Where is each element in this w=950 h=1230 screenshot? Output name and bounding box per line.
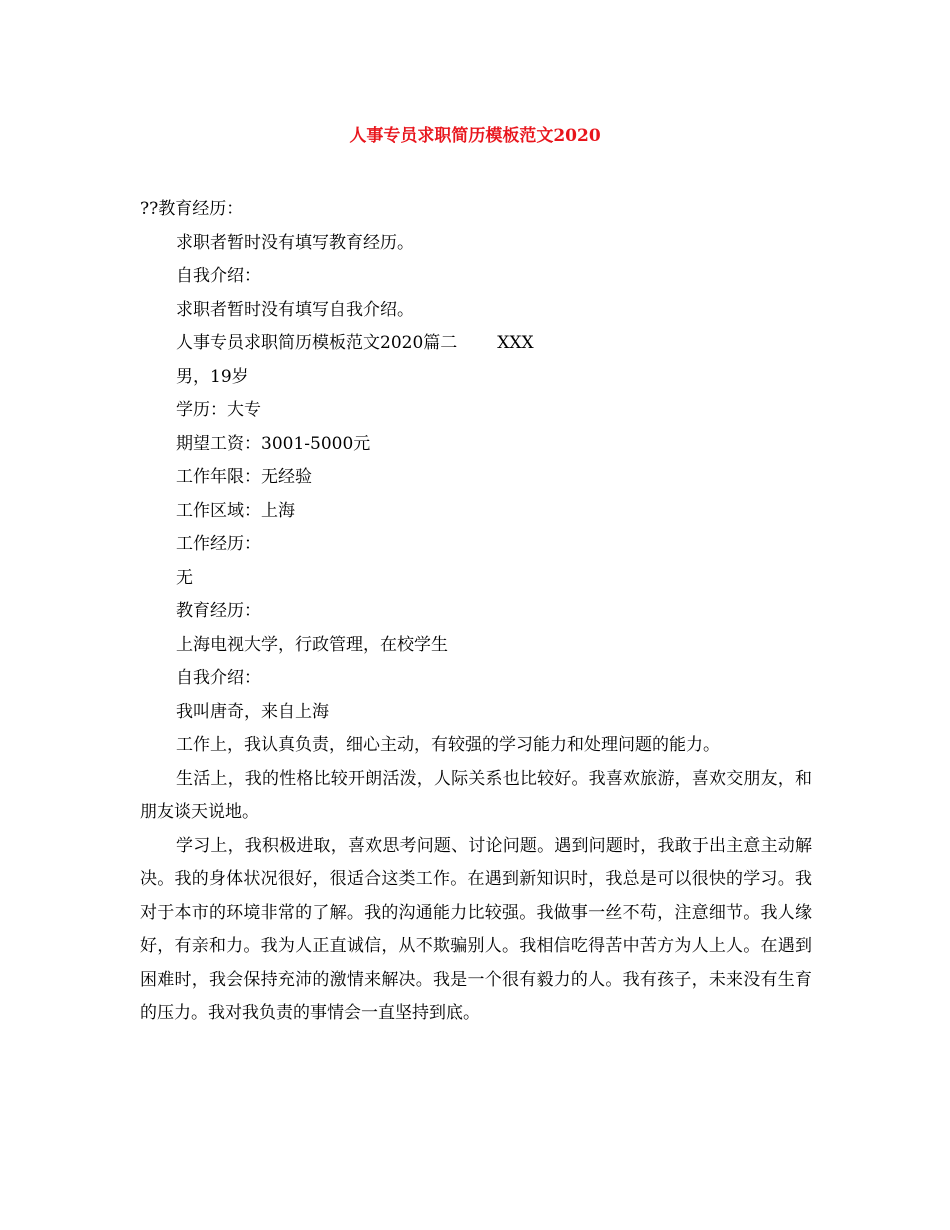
- section2-heading-line: [140, 327, 812, 361]
- profile-work-years: 工作年限：无经验: [176, 467, 312, 487]
- document-title: 人事专员求职简历模板范文2020: [349, 126, 601, 146]
- document-body: [140, 193, 812, 1031]
- profile-education-value: 上海电视大学，行政管理，在校学生: [176, 634, 448, 655]
- paragraph-life: 生活上，我的性格比较开朗活泼，人际关系也比较好。我喜欢旅游，喜欢交朋友，和朋友谈天说地。: [140, 768, 812, 822]
- edu-empty-line: 求职者暂时没有填写教育经历。: [176, 232, 414, 253]
- profile-work-history-heading: 工作经历：: [176, 534, 261, 554]
- profile-education-heading: 教育经历：: [176, 601, 261, 621]
- edu-heading-line: ??教育经历：: [140, 199, 244, 219]
- profile-intro-work: 工作上，我认真负责，细心主动，有较强的学习能力和处理问题的能力。: [176, 735, 720, 755]
- profile-work-area: 工作区域：上海: [176, 500, 295, 521]
- profile-education-level: 学历：大专: [176, 400, 261, 420]
- intro-empty-line: 求职者暂时没有填写自我介绍。: [176, 299, 414, 320]
- profile-work-history-value: 无: [176, 567, 193, 588]
- paragraph-study: 学习上，我积极进取，喜欢思考问题、讨论问题。遇到问题时，我敢于出主意主动解决。我的身体状况很好，很适合这类工作。在遇到新知识时，我总是可以很快的学习。我对于本市的环境非常的了解。我的沟通能力比较强。我做事一丝不苟，注意细节。我人缘好，有亲和力。我为人正直诚信，从不欺骗别人。我相信吃得苦中苦方为人上人。在遇到困难时，我会保持充沛的激情来解决。我是一个很有毅力的人。我有孩子，未来没有生育的压力。我对我负责的事情会一直坚持到底。: [140, 835, 812, 1023]
- profile-intro-heading: 自我介绍：: [176, 668, 261, 688]
- profile-gender-age: 男，19岁: [176, 366, 249, 387]
- intro-heading-line: 自我介绍：: [176, 266, 261, 286]
- profile-intro-name: 我叫唐奇，来自上海: [176, 701, 329, 722]
- section2-name: XXX: [497, 333, 534, 353]
- profile-expected-salary: 期望工资：3001-5000元: [176, 433, 371, 454]
- section2-heading: 人事专员求职简历模板范文2020篇二: [176, 333, 458, 353]
